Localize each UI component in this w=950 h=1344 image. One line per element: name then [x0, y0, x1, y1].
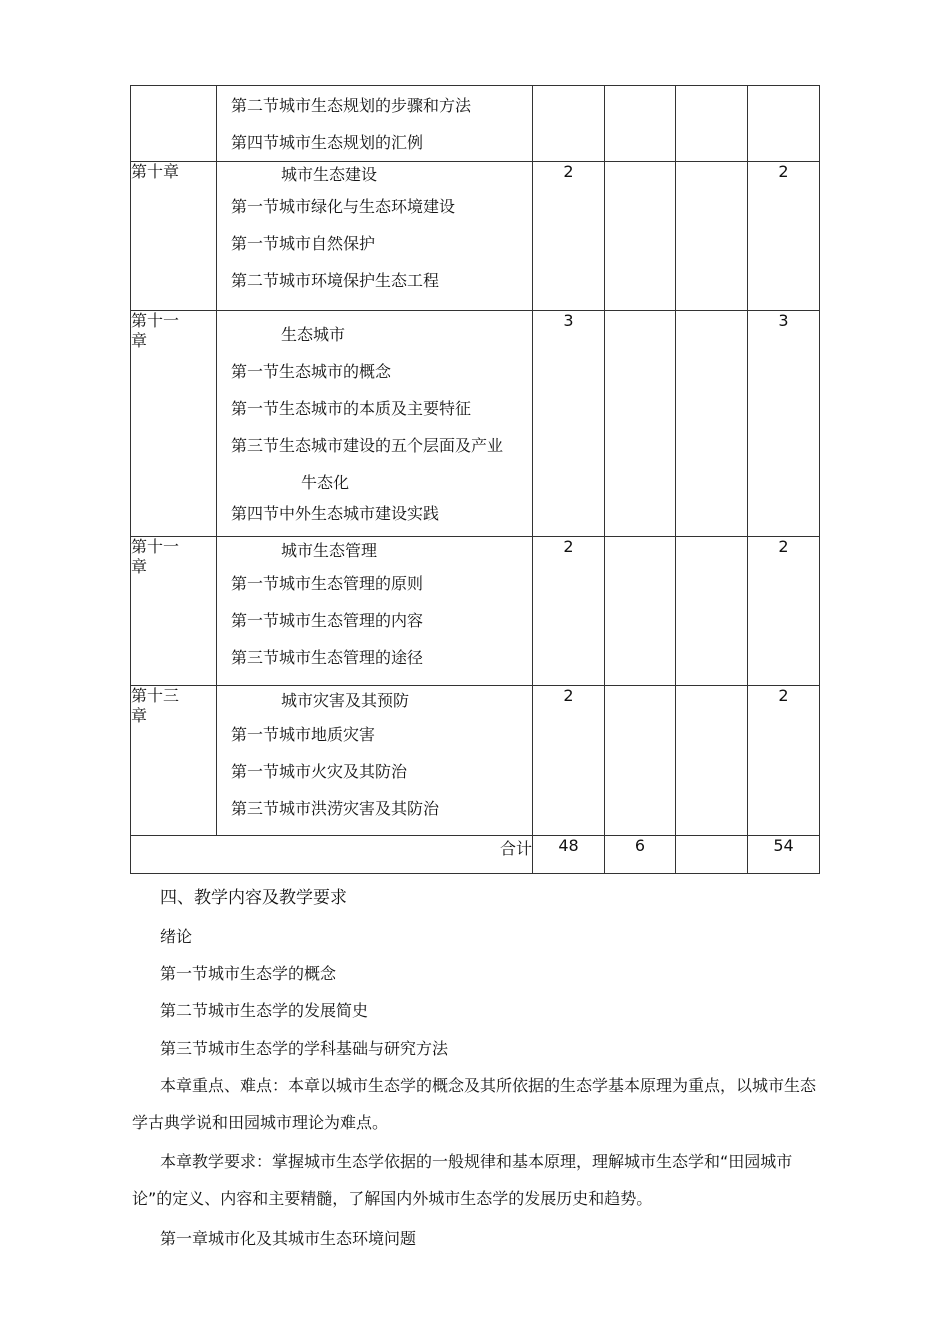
chapter-title: 城市灾害及其预防: [281, 691, 410, 710]
section-line: 第一节城市生态管理的内容: [231, 611, 424, 630]
chapter-title: 生态城市: [281, 325, 346, 344]
section-heading: 四、教学内容及教学要求: [160, 888, 347, 908]
section-line: 第一节生态城市的概念: [231, 362, 392, 381]
section-line: 第四节城市生态规划的汇例: [231, 133, 424, 152]
section-line: 第三节城市生态管理的途径: [231, 648, 424, 667]
hours-total-cell: 2: [748, 162, 820, 311]
total-hours-a: 48: [533, 836, 605, 874]
section-line: 第三节生态城市建设的五个层面及产业: [231, 436, 504, 455]
table-row: [131, 162, 820, 311]
section-line: 第一节生态城市的本质及主要特征: [231, 399, 472, 418]
hours-total-cell: 2: [748, 686, 820, 836]
hours-total-cell: 3: [748, 311, 820, 537]
content-cell: [217, 86, 533, 162]
table-row: [131, 86, 820, 162]
hours-cell: [676, 311, 748, 537]
hours-cell: 2: [533, 686, 605, 836]
chapter-title: 城市生态建设: [281, 165, 378, 184]
hours-total-cell: 2: [748, 537, 820, 686]
table-row: [131, 311, 820, 537]
chapter-cell: 第十三 章: [131, 686, 217, 836]
section-line: 第一节城市火灾及其防治: [231, 762, 408, 781]
section-line: 第二节城市生态规划的步骤和方法: [231, 96, 472, 115]
section-line: 第三节城市洪涝灾害及其防治: [231, 799, 440, 818]
content-cell: [217, 311, 533, 537]
table-total-row: [131, 836, 820, 874]
content-cell: [217, 162, 533, 311]
section-line: 第一节城市生态学的概念: [160, 964, 337, 983]
hours-cell: [605, 311, 676, 537]
total-hours-b: 6: [605, 836, 676, 874]
table-row: [131, 686, 820, 836]
section-line: 第四节中外生态城市建设实践: [231, 504, 440, 523]
total-hours-c: [676, 836, 748, 874]
hours-cell: [676, 162, 748, 311]
content-cell: [217, 686, 533, 836]
hours-cell: [676, 537, 748, 686]
section-line: 第一节城市绿化与生态环境建设: [231, 197, 456, 216]
chapter-cell: 第十章: [131, 162, 217, 311]
section-line: 第一节城市地质灾害: [231, 725, 376, 744]
chapter-cell: 第十一 章: [131, 311, 217, 537]
content-cell: [217, 537, 533, 686]
hours-cell: 2: [533, 162, 605, 311]
chapter-cell: [131, 86, 217, 162]
section-line: 牛态化: [301, 473, 350, 492]
total-label: 合计: [131, 836, 533, 874]
hours-cell: [605, 162, 676, 311]
section-line: 第二节城市生态学的发展简史: [160, 1001, 369, 1020]
total-hours: 54: [748, 836, 820, 874]
requirements-paragraph: 本章教学要求：掌握城市生态学依据的一般规律和基本原理，理解城市生态学和“田园城市论”的定义、内容和主要精髓，了解国内外城市生态学的发展历史和趋势。: [132, 1152, 793, 1208]
key-points-paragraph: 本章重点、难点：本章以城市生态学的概念及其所依据的生态学基本原理为重点，以城市生态学古典学说和田园城市理论为难点。: [132, 1076, 817, 1132]
hours-cell: [676, 686, 748, 836]
hours-cell: [605, 537, 676, 686]
hours-cell: [605, 686, 676, 836]
intro-heading: 绪论: [160, 927, 193, 946]
section-line: 第一节城市自然保护: [231, 234, 376, 253]
chapter-cell: 第十一 章: [131, 537, 217, 686]
course-hours-table: [130, 85, 820, 874]
hours-cell: 3: [533, 311, 605, 537]
table-row: [131, 537, 820, 686]
section-line: 第一节城市生态管理的原则: [231, 574, 424, 593]
chapter-title: 城市生态管理: [281, 541, 378, 560]
hours-cell: 2: [533, 537, 605, 686]
section-line: 第三节城市生态学的学科基础与研究方法: [160, 1039, 449, 1058]
next-chapter-heading: 第一章城市化及其城市生态环境问题: [160, 1229, 417, 1248]
section-line: 第二节城市环境保护生态工程: [231, 271, 440, 290]
